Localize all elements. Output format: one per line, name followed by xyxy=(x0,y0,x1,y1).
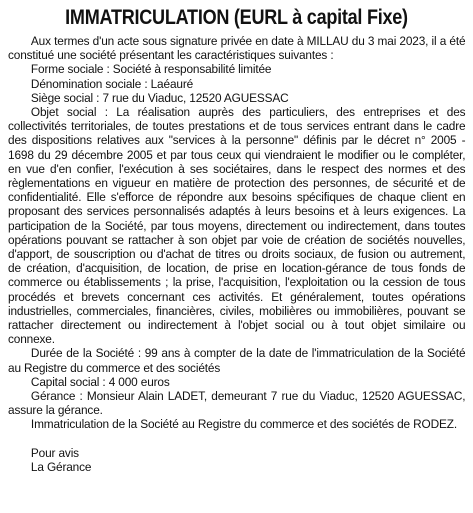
capital-line: Capital social : 4 000 euros xyxy=(30,374,170,389)
spacer xyxy=(8,432,465,446)
siege-social-line: Siège social : 7 rue du Viaduc, 12520 AGUESSAC xyxy=(30,90,289,105)
immatriculation-paragraph: Immatriculation de la Société au Registre du commerce et des sociétés de RODEZ. xyxy=(30,417,457,432)
duree-paragraph: Durée de la Société : 99 ans à compter de la date de l'immatriculation de la Société au Registre du commerce et des sociétés xyxy=(8,346,466,375)
objet-social-paragraph: Objet social : La réalisation auprès des particuliers, des entreprises et des collectivités territoriales, de toutes prestations et de tous services entrant dans le cadre des dispositions relatives aux "services à la personne" définis par le décret n° 2005 - 1698 du 29 décembre 2005 et par tous ceux qui viendraient le modifier ou le compléter, en vue d'en confier, l'exécution à ses sociétaires, dans le respect des normes et des règlementations en vigueur en matière de protection des personnes, de sécurité et de confidentialité. Elle s'efforce de répondre aux besoins spécifiques de chaque client en proposant des services personnalisés adaptés à leurs besoins et à leurs exigences. La participation de la Société, par tous moyens, directement ou indirectement, dans toutes opérations pouvant se rattacher à son objet par voie de création de sociétés nouvelles, d'apport, de souscription ou d'achat de titres ou droits sociaux, de fusion ou autrement, de création, d'acquisition, de location, de prise en location-gérance de tous fonds de commerce ou établissements ; la prise, l'acquisition, l'exploitation ou la cession de tous procédés et brevets concernant ces activités. Et généralement, toutes opérations industrielles, commerciales, financières, civiles, mobilières ou immobilières, pouvant se rattacher directement ou indirectement à l'objet social ou à tout objet similaire ou connexe. xyxy=(8,105,466,347)
notice-body xyxy=(8,34,465,474)
notice-title: IMMATRICULATION (EURL à capital Fixe) xyxy=(65,6,408,29)
pour-avis-line: Pour avis xyxy=(30,445,79,460)
gerance-paragraph: Gérance : Monsieur Alain LADET, demeurant 7 rue du Viaduc, 12520 AGUESSAC, assure la gérance. xyxy=(8,389,466,418)
intro-paragraph: Aux termes d'un acte sous signature privée en date à MILLAU du 3 mai 2023, il a été constitué une société présentant les caractéristiques suivantes : xyxy=(8,34,466,63)
signature-line: La Gérance xyxy=(30,459,92,474)
denomination-line: Dénomination sociale : Laéauré xyxy=(30,76,194,91)
forme-sociale-line: Forme sociale : Société à responsabilité limitée xyxy=(30,62,272,77)
